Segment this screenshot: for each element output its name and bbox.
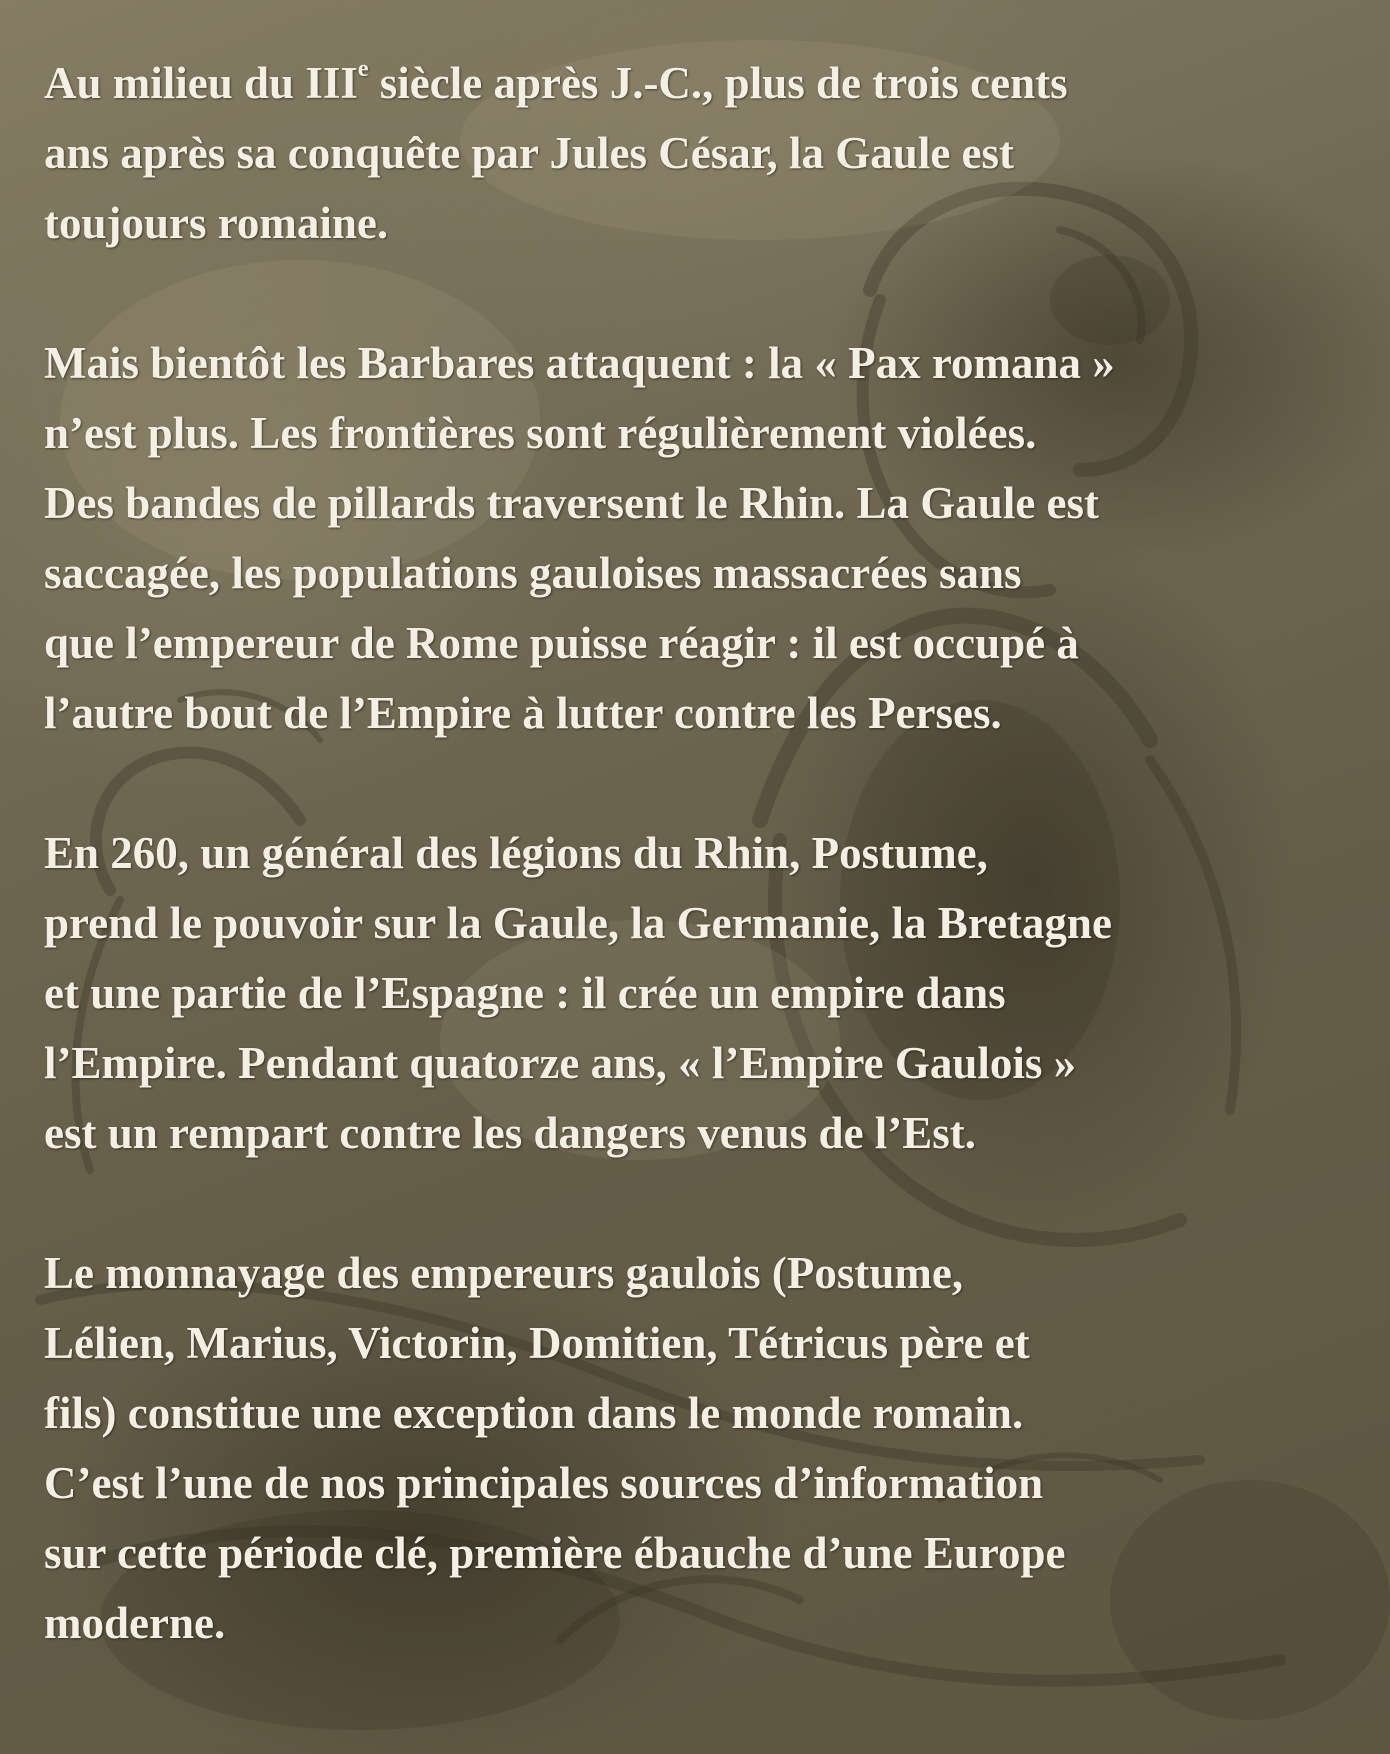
superscript: e: [357, 56, 369, 82]
text-line: sur cette période clé, première ébauche d’une Europe: [44, 1528, 1066, 1578]
text-line: prend le pouvoir sur la Gaule, la Germanie, la Bretagne: [44, 898, 1112, 948]
text-line: et une partie de l’Espagne : il crée un empire dans: [44, 968, 1006, 1018]
text-line: fils) constitue une exception dans le monde romain.: [44, 1388, 1024, 1438]
text-line-part: siècle après J.-C., plus de trois cents: [368, 58, 1068, 108]
text-line: En 260, un général des légions du Rhin, Postume,: [44, 828, 988, 878]
text-line: saccagée, les populations gauloises massacrées sans: [44, 548, 1022, 598]
paragraph-2: [44, 328, 1374, 748]
text-line: C’est l’une de nos principales sources d’information: [44, 1458, 1044, 1508]
text-line: [44, 48, 1374, 118]
text-line: Le monnayage des empereurs gaulois (Postume,: [44, 1248, 964, 1298]
text-line: que l’empereur de Rome puisse réagir : il est occupé à: [44, 618, 1079, 668]
text-line: toujours romaine.: [44, 198, 389, 248]
paragraph-4: [44, 1238, 1374, 1658]
text-line-part: Au milieu du III: [44, 58, 358, 108]
paragraph-1: [44, 48, 1374, 258]
paragraph-3: [44, 818, 1374, 1168]
text-line: Lélien, Marius, Victorin, Domitien, Tétricus père et: [44, 1318, 1030, 1368]
text-line: Des bandes de pillards traversent le Rhin. La Gaule est: [44, 478, 1100, 528]
text-line: l’autre bout de l’Empire à lutter contre les Perses.: [44, 688, 1002, 738]
text-line: l’Empire. Pendant quatorze ans, « l’Empire Gaulois »: [44, 1038, 1077, 1088]
text-line: Mais bientôt les Barbares attaquent : la « Pax romana »: [44, 338, 1115, 388]
text-line: n’est plus. Les frontières sont régulièrement violées.: [44, 408, 1037, 458]
text-line: est un rempart contre les dangers venus de l’Est.: [44, 1108, 977, 1158]
text-line: moderne.: [44, 1598, 226, 1648]
blurb-text: [44, 48, 1374, 1728]
text-line: ans après sa conquête par Jules César, la Gaule est: [44, 128, 1015, 178]
